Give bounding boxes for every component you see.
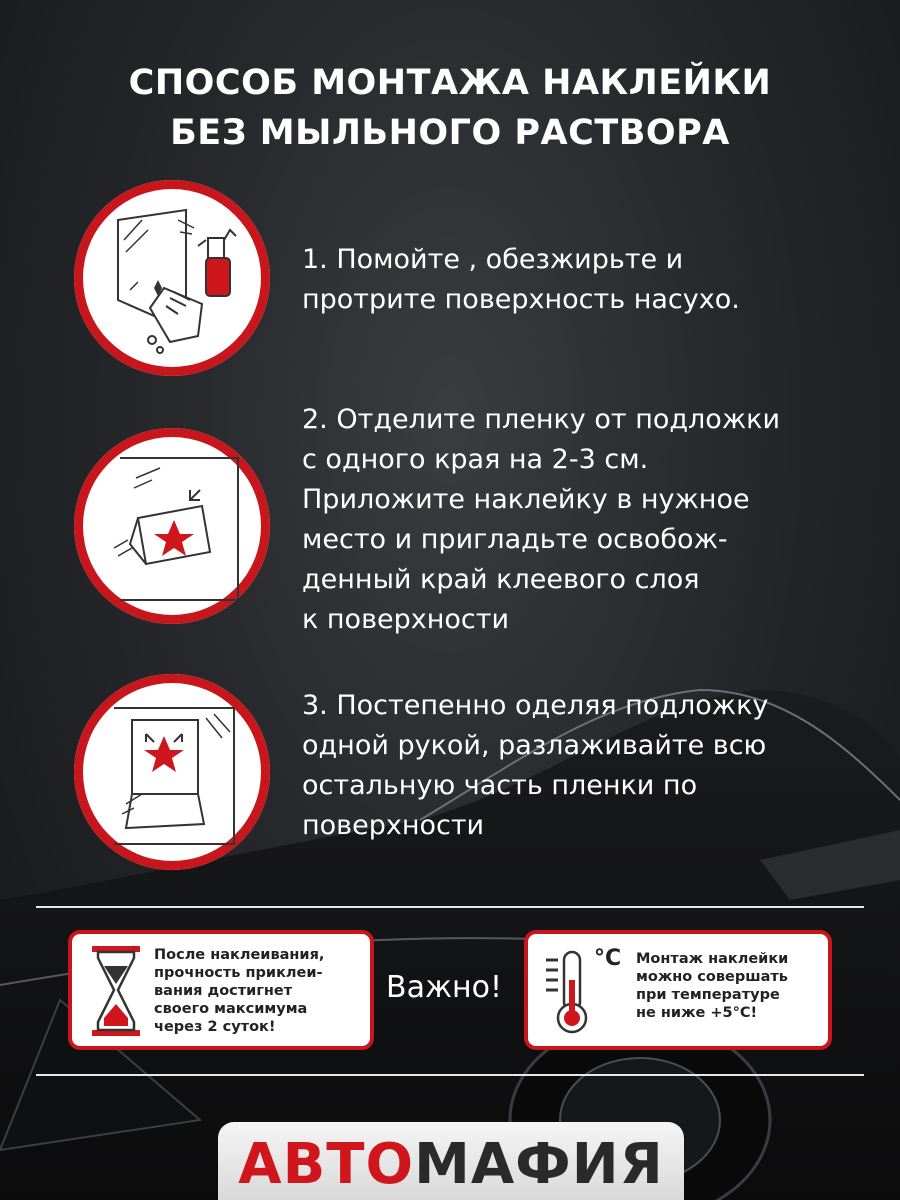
step-3-line-4: поверхности — [302, 810, 485, 841]
celsius-unit: °C — [594, 946, 622, 971]
step-3-text — [302, 686, 882, 846]
logo-red-part: АВТО — [238, 1132, 415, 1197]
step-2-line-3: Приложите наклейку в нужное — [302, 484, 750, 515]
curing-time-note — [68, 930, 374, 1050]
logo-dark-part: МАФИЯ — [414, 1132, 664, 1197]
page-title — [0, 58, 900, 158]
logo-text — [218, 1132, 684, 1198]
curing-time-note-text — [154, 946, 324, 1036]
title-line-1: СПОСОБ МОНТАЖА НАКЛЕЙКИ — [128, 63, 772, 103]
step-2-line-2: с одного края на 2-3 см. — [302, 444, 649, 475]
right-note-line-1: Монтаж наклейки — [636, 951, 789, 967]
step-3-line-1: 3. Постепенно оделяя подложку — [302, 690, 769, 721]
step-2-line-4: место и пригладьте освобож- — [302, 524, 728, 555]
cleaning-spray-icon — [74, 180, 270, 376]
apply-sticker-icon — [74, 674, 270, 870]
important-label: Важно! — [386, 970, 502, 1005]
step-3-line-3: остальную часть пленки по — [302, 770, 698, 801]
right-note-line-2: можно совершать — [636, 969, 788, 985]
step-1-text — [302, 240, 882, 320]
divider-top — [36, 906, 864, 908]
step-3-line-2: одной рукой, разлаживайте всю — [302, 730, 767, 761]
temperature-note-text — [636, 950, 788, 1022]
step-2-line-6: к поверхности — [302, 604, 509, 635]
title-line-2: БЕЗ МЫЛЬНОГО РАСТВОРА — [170, 113, 730, 153]
hourglass-icon — [90, 944, 142, 1038]
brand-logo — [218, 1122, 684, 1200]
left-note-line-1: После наклеивания, — [154, 947, 325, 963]
step-1-line-2: протрите поверхность насухо. — [302, 284, 740, 315]
left-note-line-4: своего максимума — [154, 1001, 308, 1017]
divider-bottom — [36, 1074, 864, 1076]
step-2-text — [302, 400, 882, 640]
left-note-line-3: вания достигнет — [154, 983, 293, 999]
peel-sticker-icon — [74, 428, 270, 624]
step-2-line-5: денный край клеевого слоя — [302, 564, 700, 595]
left-note-line-5: через 2 суток! — [154, 1019, 276, 1035]
right-note-line-3: при температуре — [636, 987, 780, 1003]
left-note-line-2: прочность приклеи- — [154, 965, 323, 981]
step-1-line-1: 1. Помойте , обезжирьте и — [302, 244, 684, 275]
temperature-note — [524, 930, 832, 1050]
right-note-line-4: не ниже +5°С! — [636, 1005, 758, 1021]
step-2-line-1: 2. Отделите пленку от подложки — [302, 404, 780, 435]
